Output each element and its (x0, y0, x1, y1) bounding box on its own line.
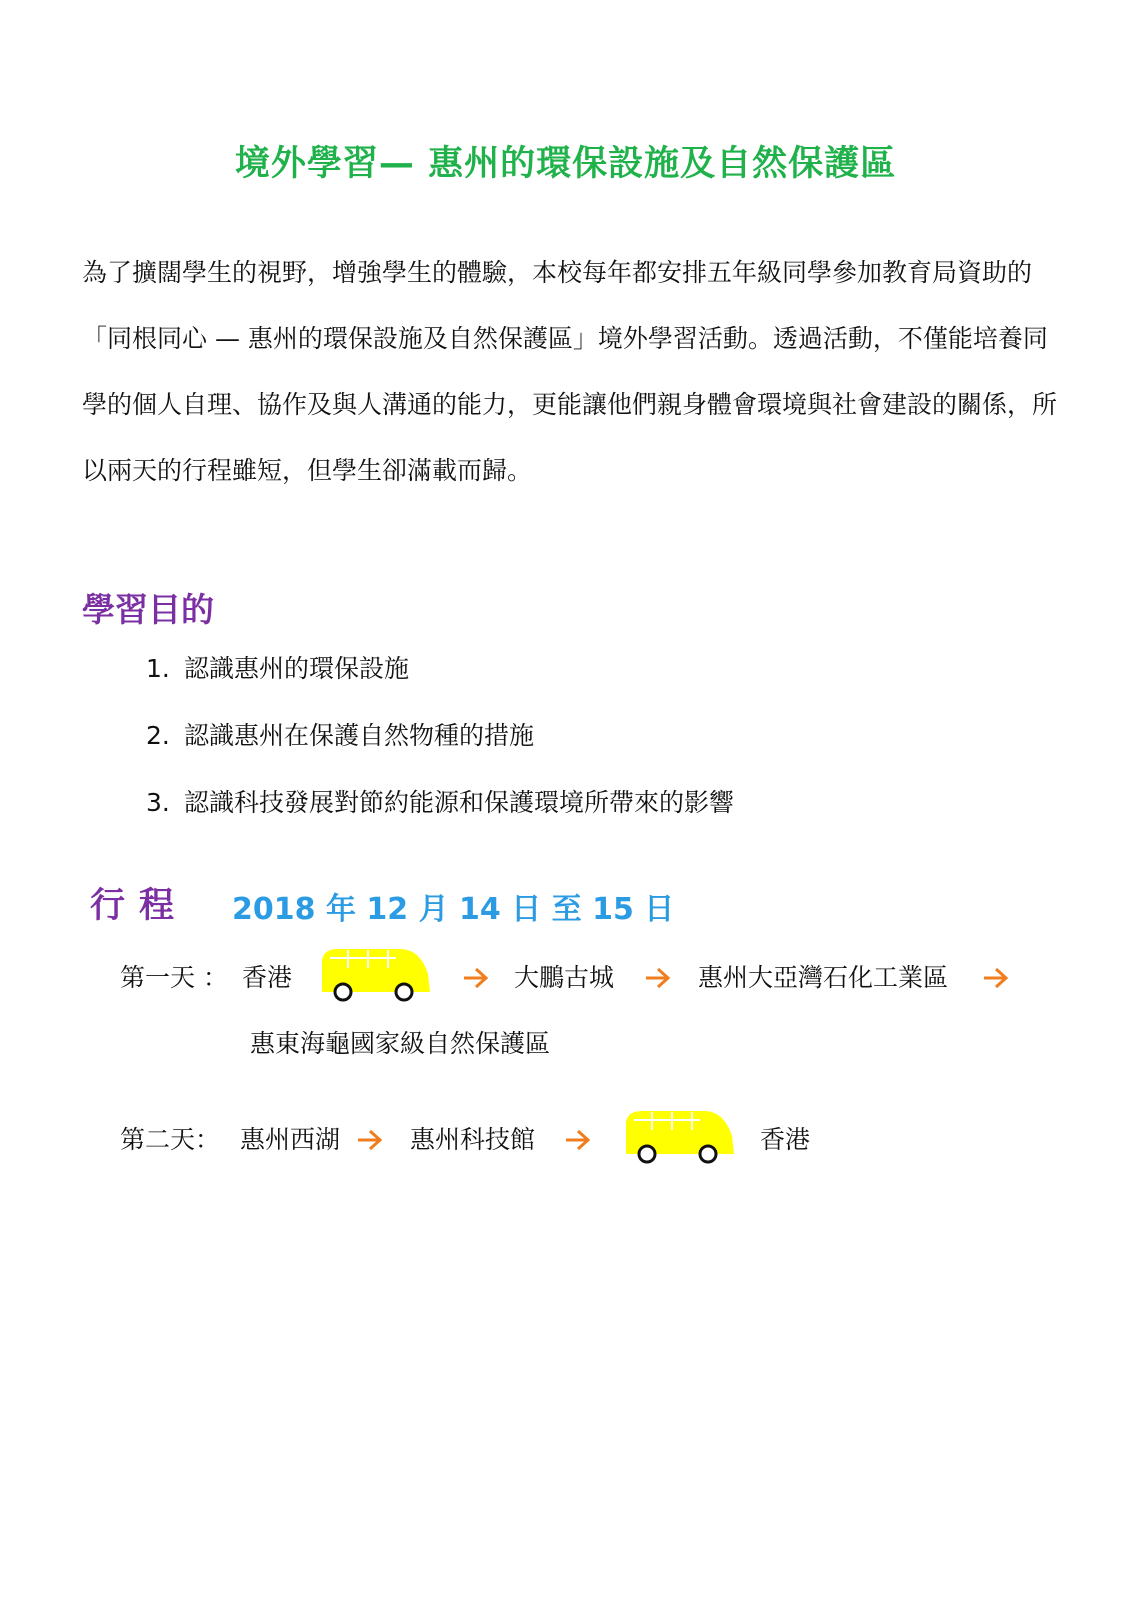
objective-text: 認識惠州在保護自然物種的措施 (184, 721, 535, 750)
objectives-list (146, 648, 734, 849)
day1-stop-dapeng: 大鵬古城 (514, 963, 615, 992)
objective-number: 1. (146, 654, 170, 683)
day2-label: 第二天： (120, 1125, 221, 1154)
day2-stop-hong-kong: 香港 (760, 1125, 811, 1154)
day1-stop-turtle-reserve: 惠東海龜國家級自然保護區 (250, 1029, 551, 1058)
intro-paragraph: 為了擴闊學生的視野，增強學生的體驗，本校每年都安排五年級同學參加教育局資助的「同根同心 — 惠州的環保設施及自然保護區」境外學習活動。透過活動，不僅能培養同學的個人自理、協作及與人溝通的能力，更能讓他們親身體會環境與社會建設的關係，所以兩天的行程雖短，但學生卻滿載而歸。 (82, 258, 1058, 485)
itinerary-date: 2018 年 12 月 14 日 至 15 日 (232, 892, 675, 927)
objective-number: 2. (146, 721, 170, 750)
day2-stop-science-museum: 惠州科技館 (410, 1125, 536, 1154)
day1-stop-hong-kong: 香港 (242, 963, 293, 992)
objectives-heading: 學習目的 (82, 590, 214, 629)
objective-text: 認識惠州的環保設施 (184, 654, 410, 683)
arrow-right-icon (564, 1128, 592, 1152)
arrow-right-icon (462, 966, 490, 990)
page-title: 境外學習— 惠州的環保設施及自然保護區 (234, 144, 897, 184)
day2-stop-west-lake: 惠州西湖 (240, 1125, 341, 1154)
day1-stop-daya-bay: 惠州大亞灣石化工業區 (698, 963, 949, 992)
arrow-right-icon (982, 966, 1010, 990)
arrow-right-icon (356, 1128, 384, 1152)
bus-icon (620, 1108, 736, 1166)
bus-icon (316, 946, 432, 1004)
day1-label: 第一天 ： (120, 963, 228, 992)
arrow-right-icon (644, 966, 672, 990)
objective-text: 認識科技發展對節約能源和保護環境所帶來的影響 (184, 788, 735, 817)
objective-number: 3. (146, 788, 170, 817)
objective-item (146, 715, 734, 782)
itinerary-heading: 行程 (90, 886, 189, 926)
objective-item (146, 648, 734, 715)
objective-item (146, 782, 734, 849)
